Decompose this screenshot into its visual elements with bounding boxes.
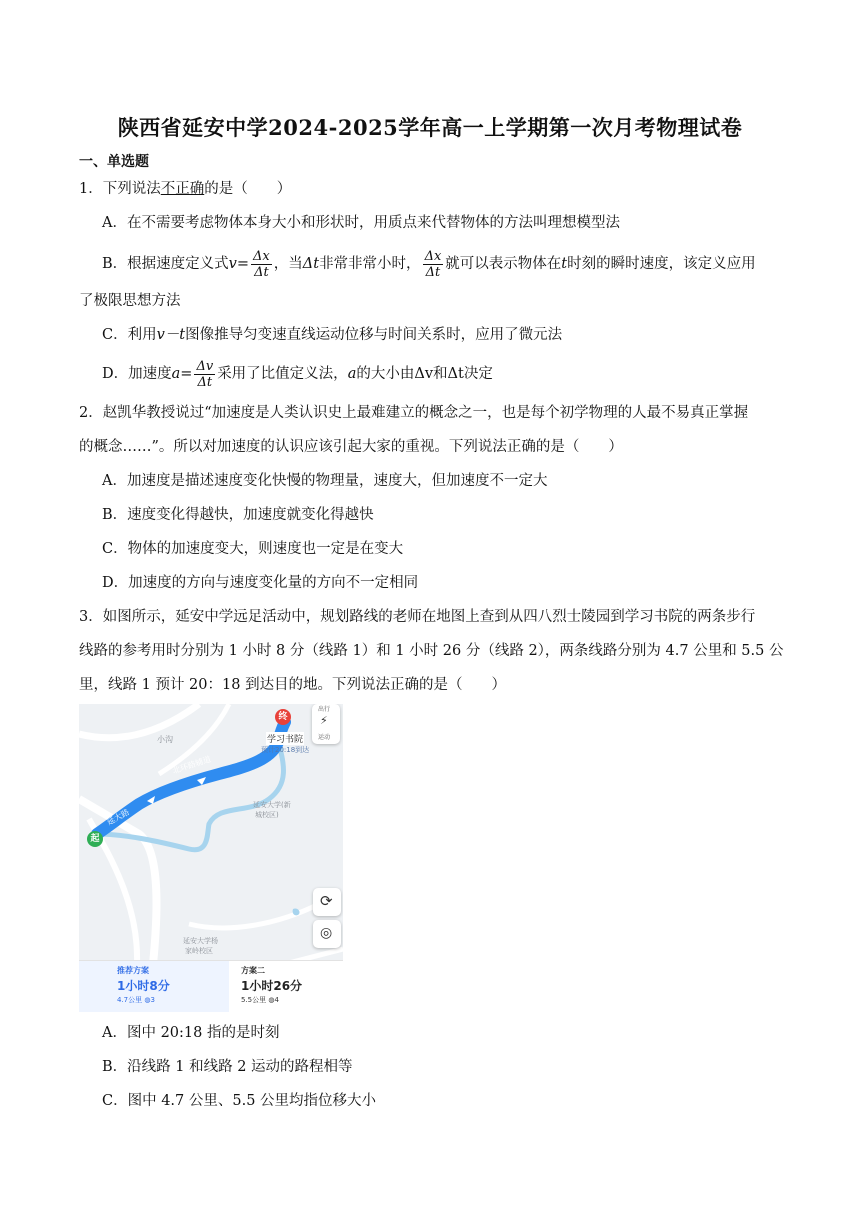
traffic-light-icon: ◍ <box>144 996 151 1004</box>
plan-1-distance <box>117 995 155 1005</box>
q1-d-equals: = <box>180 366 193 382</box>
place-yangjialing-line1: 延安大学杨 <box>183 937 218 945</box>
q1-b-text-2: ，当 <box>273 256 303 272</box>
travel-mode-control[interactable] <box>312 704 340 744</box>
q1-b-frac2-den: Δt <box>425 264 441 280</box>
sport-mode-icon: ⚡ <box>320 714 328 727</box>
end-marker-icon: 终 <box>275 709 291 725</box>
place-yangjialing-line2: 家岭校区 <box>185 947 213 955</box>
q1-stem <box>79 179 291 199</box>
q1-b-var-t: t <box>561 256 568 272</box>
q3-option-b: B．沿线路 1 和线路 2 运动的路程相等 <box>102 1059 353 1075</box>
q3-stem-line1: 3．如图所示，延安中学远足活动中，规划路线的老师在地图上查到从四八烈士陵园到学习书院的两条步行 <box>79 609 756 625</box>
q3-stem-line2: 线路的参考用时分别为 1 小时 8 分（线路 1）和 1 小时 26 分（线路 2），两条线路分别为 4.7 公里和 5.5 公 <box>79 643 784 659</box>
plan-1-tag: 推荐方案 <box>117 966 149 975</box>
refresh-icon: ⟳ <box>320 892 333 910</box>
road-north-label: 北环路辅道 <box>171 754 213 776</box>
q1-d-fraction <box>194 359 215 390</box>
q1-stem-underlined: 不正确 <box>160 181 205 197</box>
plan-2-card[interactable] <box>241 961 343 1012</box>
q1-option-a: A．在不需要考虑物体本身大小和形状时，用质点来代替物体的方法叫理想模型法 <box>102 215 620 231</box>
destination-label: 学习书院 <box>266 732 304 745</box>
q1-d-text-3: 的大小由 <box>356 366 415 382</box>
q1-c-vt: v－t <box>156 327 186 343</box>
q1-b-var-v: v <box>228 256 237 272</box>
page-title: 陕西省延安中学2024-2025学年高一上学期第一次月考物理试卷 <box>117 115 743 140</box>
plan-2-distance-value: 5.5公里 <box>241 996 267 1004</box>
refresh-button[interactable] <box>313 888 341 916</box>
route-plan-panel <box>79 960 343 1012</box>
plan-2-lights-value: 4 <box>274 996 279 1004</box>
q1-b-frac2-num: Δx <box>424 248 442 264</box>
plan-2-time: 1小时26分 <box>241 979 303 993</box>
q1-b-frac-den: Δt <box>254 264 269 280</box>
plan-1-lights-value: 3 <box>150 996 155 1004</box>
q2-stem-line2: 的概念……”。所以对加速度的认识应该引起大家的重视。下列说法正确的是（ ） <box>79 439 623 455</box>
traffic-light-icon: ◍ <box>268 996 275 1004</box>
q1-b-text-3: 非常非常小时， <box>319 256 421 272</box>
place-yanan-univ-line2: 城校区) <box>255 811 279 819</box>
q1-d-var-a: a <box>171 366 181 382</box>
q2-stem-line1: 2．赵凯华教授说过“加速度是人类认识史上最难建立的概念之一，也是每个初学物理的人最不易真正掌握 <box>79 405 749 421</box>
place-yanan-univ-line1: 延安大学(新 <box>253 801 291 809</box>
plan-2-tag: 方案二 <box>241 966 265 975</box>
q3-stem-line3: 里，线路 1 预计 20：18 到达目的地。下列说法正确的是（ ） <box>79 677 507 693</box>
q3-option-a: A．图中 20:18 指的是时刻 <box>102 1025 280 1041</box>
road-yanta-label: 延大路 <box>105 807 131 827</box>
q1-c-text-2: 图像推导匀变速直线运动位移与时间关系时，应用了微元法 <box>185 327 563 343</box>
q1-b-equals: = <box>236 256 250 272</box>
q1-b-text-5: 时刻的瞬时速度，该定义应用 <box>567 256 756 272</box>
q2-option-d: D．加速度的方向与速度变化量的方向不一定相同 <box>102 575 419 591</box>
q1-b-frac-num: Δx <box>253 248 270 264</box>
locate-icon: ◎ <box>320 925 333 941</box>
plan-1-distance-value: 4.7公里 <box>117 996 143 1004</box>
q1-d-frac-num: Δv <box>196 358 214 374</box>
plan-2-distance <box>241 995 279 1005</box>
q1-b-fraction <box>251 249 272 280</box>
travel-mode-top-label: 出行 <box>318 706 331 713</box>
q1-stem-text-end: 的是（ ） <box>204 181 292 197</box>
plan-1-card[interactable] <box>79 961 229 1012</box>
q1-b-text-4: 就可以表示物体在 <box>445 256 562 272</box>
q1-c-text: C．利用 <box>102 327 157 343</box>
q1-d-text-2: 采用了比值定义法， <box>217 366 348 382</box>
q1-d-text: D．加速度 <box>102 366 172 382</box>
place-xiaogou: 小沟 <box>157 735 173 744</box>
plan-1-time: 1小时8分 <box>117 979 170 993</box>
q1-option-c <box>102 325 562 345</box>
q1-stem-text: 1．下列说法 <box>79 181 161 197</box>
q1-d-delta-t: Δt <box>447 366 464 382</box>
q1-d-text-4: 决定 <box>463 366 493 382</box>
q1-option-b <box>102 247 756 281</box>
section-heading: 一、单选题 <box>79 154 149 170</box>
start-marker-icon: 起 <box>87 831 103 847</box>
q1-d-and: 和 <box>433 366 448 382</box>
q1-d-delta-v: Δv <box>414 366 434 382</box>
q3-option-c: C．图中 4.7 公里、5.5 公里均指位移大小 <box>102 1093 377 1109</box>
q1-b-delta-t: Δt <box>302 256 320 272</box>
q2-option-b: B．速度变化得越快，加速度就变化得越快 <box>102 507 374 523</box>
q2-option-a: A．加速度是描述速度变化快慢的物理量，速度大，但加速度不一定大 <box>102 473 548 489</box>
q1-d-frac-den: Δt <box>197 374 213 390</box>
q1-b-fraction-2 <box>423 249 444 280</box>
q1-d-var-a2: a <box>347 366 357 382</box>
locate-button[interactable] <box>313 920 341 948</box>
q1-option-d <box>102 357 493 391</box>
route-map-figure <box>79 704 343 1012</box>
q2-option-c: C．物体的加速度变大，则速度也一定是在变大 <box>102 541 404 557</box>
eta-label: 预计20:18到达 <box>261 746 310 754</box>
q1-b-text: B．根据速度定义式 <box>102 256 229 272</box>
sport-mode-label: 运动 <box>318 734 331 741</box>
q1-option-b-cont: 了极限思想方法 <box>79 293 181 309</box>
